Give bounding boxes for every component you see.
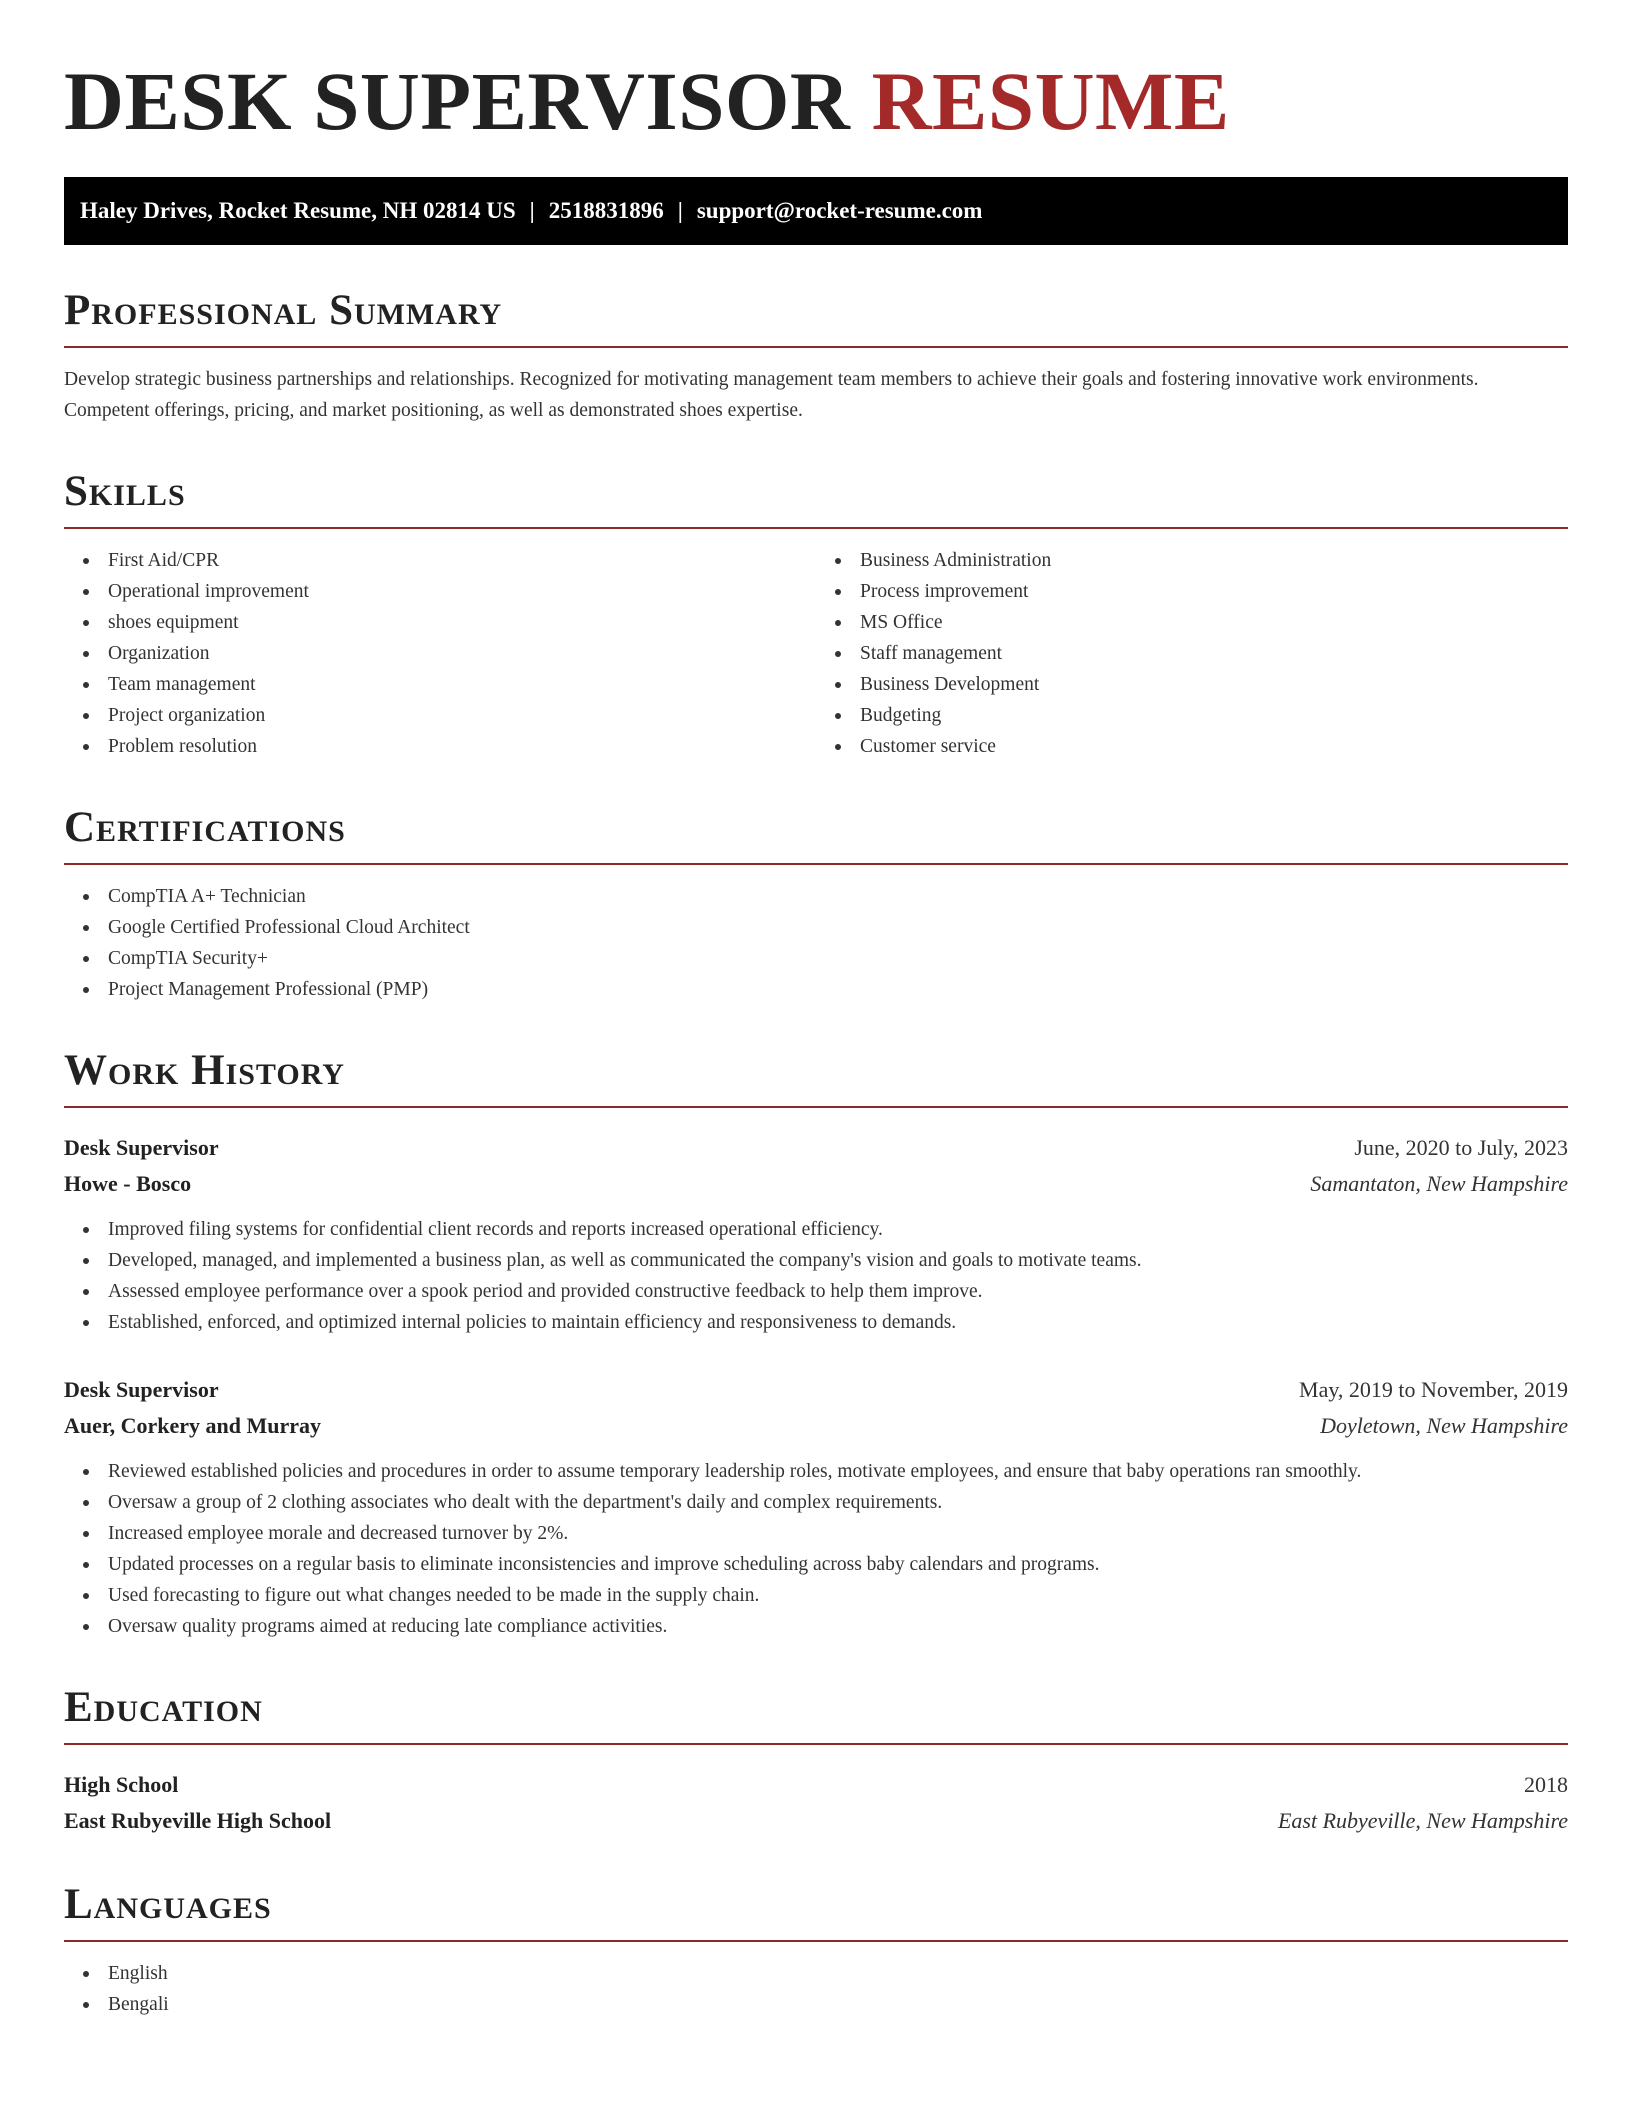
skill-item: First Aid/CPR bbox=[64, 545, 816, 576]
certification-item: CompTIA A+ Technician bbox=[64, 881, 1568, 912]
job-bullet: Assessed employee performance over a spook period and provided constructive feedback to help them improve. bbox=[64, 1276, 1568, 1307]
skills-list-left bbox=[64, 545, 816, 762]
skill-item: shoes equipment bbox=[64, 607, 816, 638]
summary-text: Develop strategic business partnerships and relationships. Recognized for motivating management team members to achieve their goals and fostering innovative work environments. Competent offerings, pricing, and market positioning, as well as demonstrated shoes expertise. bbox=[64, 369, 1479, 421]
job-company-row bbox=[64, 1166, 1568, 1202]
education-location: East Rubyeville, New Hampshire bbox=[1277, 1808, 1568, 1833]
language-item: Bengali bbox=[64, 1989, 1568, 2020]
skills-list-right bbox=[816, 545, 1568, 762]
contact-separator: | bbox=[529, 198, 535, 223]
certifications-heading: Certifications bbox=[64, 806, 1568, 865]
education-entry bbox=[64, 1767, 1568, 1839]
job-header-row bbox=[64, 1372, 1568, 1408]
job-title: Desk Supervisor bbox=[64, 1135, 219, 1160]
job-bullet: Updated processes on a regular basis to eliminate inconsistencies and improve scheduling across baby calendars and programs. bbox=[64, 1549, 1568, 1580]
job-bullet: Oversaw a group of 2 clothing associates who dealt with the department's daily and complex requirements. bbox=[64, 1487, 1568, 1518]
skill-item: Business Development bbox=[816, 669, 1568, 700]
skill-item: MS Office bbox=[816, 607, 1568, 638]
title-main: DESK SUPERVISOR bbox=[64, 55, 851, 147]
job-header-row bbox=[64, 1130, 1568, 1166]
skills-heading: Skills bbox=[64, 470, 1568, 529]
job-bullet: Oversaw quality programs aimed at reducing late compliance activities. bbox=[64, 1611, 1568, 1642]
skill-item: Business Administration bbox=[816, 545, 1568, 576]
contact-address: Haley Drives, Rocket Resume, NH 02814 US bbox=[80, 198, 516, 223]
education-degree: High School bbox=[64, 1772, 179, 1797]
job-bullet: Used forecasting to figure out what changes needed to be made in the supply chain. bbox=[64, 1580, 1568, 1611]
summary-heading: Professional Summary bbox=[64, 289, 1568, 348]
title-accent: RESUME bbox=[871, 55, 1230, 147]
education-header-row bbox=[64, 1767, 1568, 1803]
education-year: 2018 bbox=[1524, 1772, 1568, 1797]
skills-columns bbox=[64, 529, 1568, 762]
languages-heading: Languages bbox=[64, 1883, 1568, 1942]
job-dates: June, 2020 to July, 2023 bbox=[1354, 1135, 1568, 1160]
skill-item: Operational improvement bbox=[64, 576, 816, 607]
education-heading: Education bbox=[64, 1686, 1568, 1745]
contact-email: support@rocket-resume.com bbox=[696, 198, 983, 223]
job-dates: May, 2019 to November, 2019 bbox=[1299, 1377, 1568, 1402]
skill-item: Customer service bbox=[816, 731, 1568, 762]
job-bullets bbox=[64, 1214, 1568, 1338]
job-location: Samantaton, New Hampshire bbox=[1310, 1171, 1568, 1196]
job-entry bbox=[64, 1372, 1568, 1642]
education-school-row bbox=[64, 1803, 1568, 1839]
job-bullets bbox=[64, 1456, 1568, 1642]
work-history-heading: Work History bbox=[64, 1049, 1568, 1108]
languages-list bbox=[64, 1958, 1568, 2020]
certification-item: CompTIA Security+ bbox=[64, 943, 1568, 974]
contact-phone: 2518831896 bbox=[548, 198, 664, 223]
skill-item: Budgeting bbox=[816, 700, 1568, 731]
job-bullet: Developed, managed, and implemented a business plan, as well as communicated the company's vision and goals to motivate teams. bbox=[64, 1245, 1568, 1276]
skill-item: Problem resolution bbox=[64, 731, 816, 762]
job-bullet: Increased employee morale and decreased turnover by 2%. bbox=[64, 1518, 1568, 1549]
resume-title bbox=[64, 55, 1568, 147]
skill-item: Staff management bbox=[816, 638, 1568, 669]
job-title: Desk Supervisor bbox=[64, 1377, 219, 1402]
job-company: Howe - Bosco bbox=[64, 1171, 192, 1196]
skill-item: Process improvement bbox=[816, 576, 1568, 607]
job-bullet: Improved filing systems for confidential client records and reports increased operational efficiency. bbox=[64, 1214, 1568, 1245]
job-bullet: Reviewed established policies and procedures in order to assume temporary leadership roles, motivate employees, and ensure that baby operations ran smoothly. bbox=[64, 1456, 1568, 1487]
job-bullet: Established, enforced, and optimized internal policies to maintain efficiency and responsiveness to demands. bbox=[64, 1307, 1568, 1338]
job-entry bbox=[64, 1130, 1568, 1338]
job-company-row bbox=[64, 1408, 1568, 1444]
contact-separator: | bbox=[677, 198, 683, 223]
language-item: English bbox=[64, 1958, 1568, 1989]
job-company: Auer, Corkery and Murray bbox=[64, 1413, 322, 1438]
education-school: East Rubyeville High School bbox=[64, 1808, 332, 1833]
certifications-list bbox=[64, 881, 1568, 1005]
skill-item: Project organization bbox=[64, 700, 816, 731]
skill-item: Organization bbox=[64, 638, 816, 669]
contact-bar bbox=[64, 177, 1568, 245]
skill-item: Team management bbox=[64, 669, 816, 700]
job-location: Doyletown, New Hampshire bbox=[1320, 1413, 1568, 1438]
certification-item: Project Management Professional (PMP) bbox=[64, 974, 1568, 1005]
certification-item: Google Certified Professional Cloud Architect bbox=[64, 912, 1568, 943]
